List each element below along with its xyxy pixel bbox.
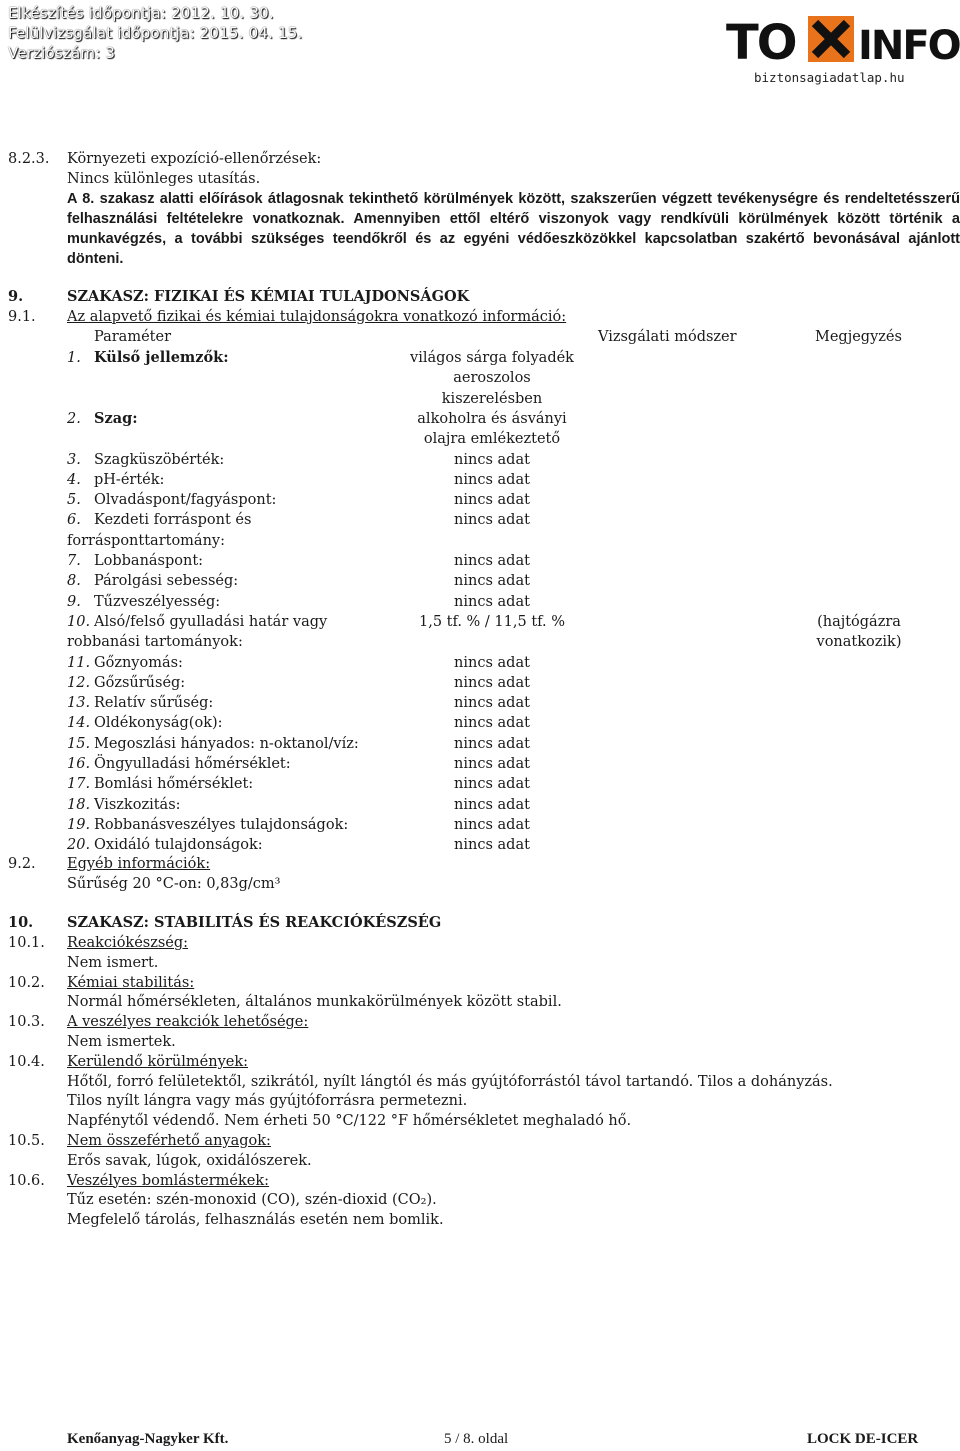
logo-url: biztonsagiadatlap.hu bbox=[754, 70, 905, 85]
subsection-text: Napfénytől védendő. Nem érheti 50 °C/122 °F hőmérsékletet meghaladó hő. bbox=[67, 1113, 632, 1130]
subsection-title: Kerülendő körülmények: bbox=[67, 1053, 249, 1070]
property-label: Oxidáló tulajdonságok: bbox=[94, 837, 263, 854]
property-number: 8. bbox=[67, 573, 81, 590]
property-value: nincs adat bbox=[454, 674, 530, 691]
property-number: 19. bbox=[67, 816, 91, 833]
property-value: olajra emlékeztető bbox=[423, 431, 561, 448]
version-number: Verziószám: 3 bbox=[8, 44, 116, 62]
property-label: Szag: bbox=[94, 409, 138, 427]
property-value: nincs adat bbox=[454, 593, 530, 610]
property-value: nincs adat bbox=[454, 715, 530, 732]
subsection-title: Veszélyes bomlástermékek: bbox=[67, 1172, 270, 1189]
property-value: nincs adat bbox=[454, 654, 530, 671]
property-number: 10. bbox=[67, 613, 91, 630]
property-label: Bomlási hőmérséklet: bbox=[94, 776, 254, 793]
subsection-number: 10.2. bbox=[8, 974, 45, 991]
property-value: nincs adat bbox=[454, 816, 530, 833]
toxinfo-logo bbox=[726, 12, 960, 71]
logo-graphic bbox=[726, 12, 960, 71]
property-number: 20. bbox=[67, 837, 91, 854]
property-value: nincs adat bbox=[454, 695, 530, 712]
section-91-number: 9.1. bbox=[8, 309, 36, 325]
prepared-date: Elkészítés időpontja: 2012. 10. 30. bbox=[8, 4, 274, 22]
subsection-text: Erős savak, lúgok, oxidálószerek. bbox=[67, 1152, 312, 1169]
subsection-text: Tűz esetén: szén-monoxid (CO), szén-dioxid (CO₂). bbox=[67, 1192, 437, 1209]
logo-text-right: INFO bbox=[858, 23, 960, 69]
property-number: 1. bbox=[67, 350, 81, 366]
property-number: 16. bbox=[67, 756, 91, 772]
subsection-text: Hőtől, forró felületektől, szikrától, nyílt lángtól és más gyújtóforrástól távol tartandó. Tilos a dohányzás. bbox=[67, 1073, 833, 1090]
footer-company: Kenőanyag-Nagyker Kft. bbox=[67, 1431, 229, 1447]
column-header-method: Vizsgálati módszer bbox=[598, 329, 737, 345]
property-number: 15. bbox=[67, 735, 91, 752]
property-label: Gőzsűrűség: bbox=[94, 674, 186, 691]
subsection-text: Nem ismert. bbox=[67, 954, 159, 971]
section-92-number: 9.2. bbox=[8, 856, 36, 872]
logo-text-left: TO bbox=[726, 15, 796, 71]
property-value: nincs adat bbox=[454, 553, 530, 569]
property-value: nincs adat bbox=[454, 573, 530, 590]
property-value: nincs adat bbox=[454, 776, 530, 793]
section-9-number: 9. bbox=[8, 288, 24, 305]
property-value: alkoholra és ásványi bbox=[417, 410, 567, 427]
property-note: (hajtógázra bbox=[817, 613, 901, 630]
subsection-number: 10.3. bbox=[8, 1014, 45, 1031]
property-note: vonatkozik) bbox=[816, 634, 902, 651]
property-label: Párolgási sebesség: bbox=[94, 573, 239, 590]
property-label: Megoszlási hányados: n-oktanol/víz: bbox=[94, 735, 359, 752]
subsection-title: A veszélyes reakciók lehetősége: bbox=[67, 1014, 309, 1031]
property-value: nincs adat bbox=[454, 756, 530, 772]
property-value: nincs adat bbox=[454, 512, 530, 529]
property-value: aeroszolos bbox=[453, 370, 531, 387]
subsection-number: 10.5. bbox=[8, 1133, 45, 1149]
hazard-x-icon bbox=[808, 16, 854, 62]
property-label: Robbanásveszélyes tulajdonságok: bbox=[94, 816, 349, 833]
property-value: nincs adat bbox=[454, 735, 530, 752]
property-number: 7. bbox=[67, 553, 81, 569]
property-value: nincs adat bbox=[454, 837, 530, 854]
property-number: 2. bbox=[67, 410, 81, 427]
property-number: 4. bbox=[67, 471, 81, 488]
property-value: nincs adat bbox=[454, 796, 530, 813]
subsection-title: Reakciókészség: bbox=[67, 935, 189, 951]
property-number: 13. bbox=[67, 695, 91, 712]
property-label: Tűzveszélyesség: bbox=[94, 593, 221, 610]
section-number: 8.2.3. bbox=[8, 151, 50, 167]
property-label: Relatív sűrűség: bbox=[94, 695, 214, 712]
property-label: Kezdeti forráspont és bbox=[94, 512, 252, 529]
subsection-text: Tilos nyílt lángra vagy más gyújtóforrásra permetezni. bbox=[67, 1093, 468, 1110]
property-label: Alsó/felső gyulladási határ vagy bbox=[94, 613, 328, 630]
revised-date: Felülvizsgálat időpontja: 2015. 04. 15. bbox=[8, 24, 303, 42]
footer-product: LOCK DE-ICER bbox=[807, 1431, 919, 1447]
subsection-title: Kémiai stabilitás: bbox=[67, 974, 195, 991]
property-label: Oldékonyság(ok): bbox=[94, 715, 223, 732]
subsection-text: Nem ismertek. bbox=[67, 1034, 176, 1050]
subsection-text: Normál hőmérsékleten, általános munkakörülmények között stabil. bbox=[67, 994, 562, 1011]
property-value: nincs adat bbox=[454, 451, 530, 468]
property-label: Olvadáspont/fagyáspont: bbox=[94, 492, 277, 509]
property-label: Lobbanáspont: bbox=[94, 553, 204, 569]
footer-page-number: 5 / 8. oldal bbox=[444, 1431, 509, 1447]
property-value: világos sárga folyadék bbox=[410, 350, 574, 366]
property-label: Öngyulladási hőmérséklet: bbox=[94, 756, 291, 772]
section-title: Környezeti expozíció-ellenőrzések: bbox=[67, 151, 322, 167]
subsection-text: Megfelelő tárolás, felhasználás esetén nem bomlik. bbox=[67, 1212, 444, 1229]
section-10-number: 10. bbox=[8, 914, 34, 931]
section-92-title: Egyéb információk: bbox=[67, 856, 211, 872]
property-label: Külső jellemzők: bbox=[94, 349, 229, 366]
section-paragraph: A 8. szakasz alatti előírások átlagosnak tekinthető körülmények között, szakszerűen végzett tevékenységre és rendeltetésszerű felhasználási feltételekre vonatkoznak. Amennyiben ettől eltérő viszonyok vagy rendkívüli körülmények között történik a munkavégzés, a további szükséges teendőkről és az egyéni védőeszközökkel kapcsolatban szakértő bevonásával ajánlott dönteni. bbox=[67, 191, 960, 267]
section-9-title: SZAKASZ: FIZIKAI ÉS KÉMIAI TULAJDONSÁGOK bbox=[67, 288, 470, 305]
column-header-note: Megjegyzés bbox=[815, 329, 902, 345]
property-label: Gőznyomás: bbox=[94, 654, 183, 671]
section-text: Nincs különleges utasítás. bbox=[67, 171, 261, 187]
property-number: 9. bbox=[67, 593, 81, 610]
property-number: 11. bbox=[67, 654, 91, 671]
property-number: 12. bbox=[67, 674, 91, 691]
section-10-title: SZAKASZ: STABILITÁS ÉS REAKCIÓKÉSZSÉG bbox=[67, 914, 442, 931]
property-number: 14. bbox=[67, 715, 91, 732]
section-91-title: Az alapvető fizikai és kémiai tulajdonságokra vonatkozó információ: bbox=[67, 309, 567, 325]
property-number: 3. bbox=[67, 451, 81, 468]
density-info: Sűrűség 20 °C-on: 0,83g/cm³ bbox=[67, 876, 281, 892]
subsection-number: 10.1. bbox=[8, 935, 45, 951]
subsection-number: 10.6. bbox=[8, 1172, 45, 1189]
property-label: Szagküszöbérték: bbox=[94, 451, 225, 468]
property-number: 18. bbox=[67, 796, 91, 813]
property-number: 6. bbox=[67, 512, 81, 529]
property-label-continued: forrásponttartomány: bbox=[67, 532, 225, 549]
subsection-title: Nem összeférhető anyagok: bbox=[67, 1133, 271, 1149]
property-label-continued: robbanási tartományok: bbox=[67, 634, 243, 651]
column-header-parameter: Paraméter bbox=[94, 329, 171, 345]
subsection-number: 10.4. bbox=[8, 1053, 45, 1070]
property-value: 1,5 tf. % / 11,5 tf. % bbox=[418, 613, 565, 630]
property-label: Viszkozitás: bbox=[94, 796, 181, 813]
property-label: pH-érték: bbox=[94, 471, 165, 488]
property-value: kiszerelésben bbox=[441, 390, 543, 407]
property-number: 5. bbox=[67, 492, 81, 509]
property-value: nincs adat bbox=[454, 492, 530, 509]
property-number: 17. bbox=[67, 776, 91, 793]
property-value: nincs adat bbox=[454, 471, 530, 488]
